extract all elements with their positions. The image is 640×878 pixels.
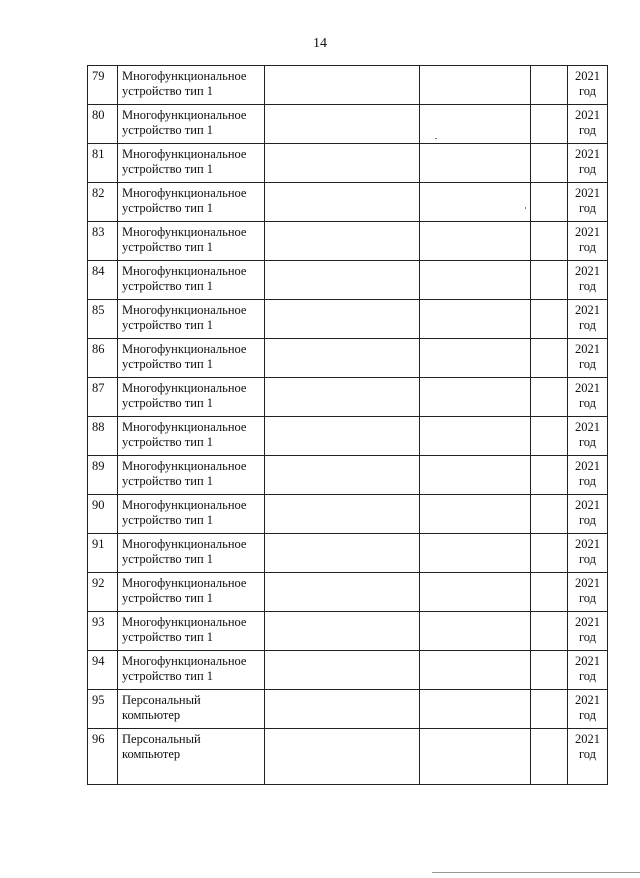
empty-cell (531, 456, 568, 495)
item-name: Многофункциональное устройство тип 1 (118, 378, 265, 417)
item-year: 2021 год (568, 612, 608, 651)
empty-cell (531, 339, 568, 378)
item-name: Персональный компьютер (118, 690, 265, 729)
empty-cell (531, 66, 568, 105)
row-number: 81 (88, 144, 118, 183)
empty-cell (531, 183, 568, 222)
empty-cell (265, 690, 420, 729)
empty-cell (420, 573, 531, 612)
empty-cell (420, 378, 531, 417)
item-year: 2021 год (568, 339, 608, 378)
empty-cell (265, 534, 420, 573)
item-name: Многофункциональное устройство тип 1 (118, 651, 265, 690)
empty-cell (531, 495, 568, 534)
item-name: Многофункциональное устройство тип 1 (118, 144, 265, 183)
equipment-table (87, 65, 608, 785)
table-row (88, 495, 608, 534)
empty-cell (531, 105, 568, 144)
item-name: Многофункциональное устройство тип 1 (118, 456, 265, 495)
empty-cell (531, 300, 568, 339)
empty-cell (265, 612, 420, 651)
item-year: 2021 год (568, 729, 608, 785)
empty-cell (420, 222, 531, 261)
table-row (88, 651, 608, 690)
empty-cell (531, 651, 568, 690)
table-row (88, 144, 608, 183)
item-name: Многофункциональное устройство тип 1 (118, 105, 265, 144)
item-year: 2021 год (568, 417, 608, 456)
table-row (88, 222, 608, 261)
table-row (88, 300, 608, 339)
item-name: Многофункциональное устройство тип 1 (118, 417, 265, 456)
item-year: 2021 год (568, 534, 608, 573)
empty-cell (531, 144, 568, 183)
empty-cell (265, 417, 420, 456)
empty-cell (420, 651, 531, 690)
row-number: 87 (88, 378, 118, 417)
empty-cell (420, 729, 531, 785)
item-year: 2021 год (568, 222, 608, 261)
empty-cell (265, 339, 420, 378)
item-name: Многофункциональное устройство тип 1 (118, 573, 265, 612)
item-name: Многофункциональное устройство тип 1 (118, 612, 265, 651)
row-number: 83 (88, 222, 118, 261)
item-name: Многофункциональное устройство тип 1 (118, 534, 265, 573)
empty-cell (265, 729, 420, 785)
item-year: 2021 год (568, 66, 608, 105)
empty-cell (531, 534, 568, 573)
item-year: 2021 год (568, 261, 608, 300)
item-year: 2021 год (568, 690, 608, 729)
empty-cell (420, 261, 531, 300)
table-row (88, 417, 608, 456)
item-name: Многофункциональное устройство тип 1 (118, 222, 265, 261)
empty-cell (531, 690, 568, 729)
empty-cell (531, 573, 568, 612)
table-row (88, 690, 608, 729)
empty-cell (531, 729, 568, 785)
item-year: 2021 год (568, 651, 608, 690)
page-number: 14 (313, 36, 327, 51)
empty-cell (420, 612, 531, 651)
scan-edge-line (432, 872, 640, 873)
table-row (88, 378, 608, 417)
row-number: 82 (88, 183, 118, 222)
item-year: 2021 год (568, 105, 608, 144)
item-year: 2021 год (568, 495, 608, 534)
row-number: 79 (88, 66, 118, 105)
empty-cell (531, 378, 568, 417)
item-year: 2021 год (568, 378, 608, 417)
empty-cell (420, 417, 531, 456)
item-year: 2021 год (568, 144, 608, 183)
empty-cell (420, 456, 531, 495)
table-row (88, 729, 608, 785)
table-row (88, 456, 608, 495)
item-year: 2021 год (568, 456, 608, 495)
item-name: Многофункциональное устройство тип 1 (118, 300, 265, 339)
row-number: 88 (88, 417, 118, 456)
item-year: 2021 год (568, 300, 608, 339)
table-row (88, 183, 608, 222)
row-number: 89 (88, 456, 118, 495)
equipment-table-body (88, 66, 608, 785)
row-number: 96 (88, 729, 118, 785)
item-name: Многофункциональное устройство тип 1 (118, 183, 265, 222)
item-name: Многофункциональное устройство тип 1 (118, 66, 265, 105)
table-row (88, 339, 608, 378)
empty-cell (420, 690, 531, 729)
empty-cell (531, 417, 568, 456)
empty-cell (420, 495, 531, 534)
row-number: 93 (88, 612, 118, 651)
row-number: 95 (88, 690, 118, 729)
table-row (88, 573, 608, 612)
row-number: 92 (88, 573, 118, 612)
empty-cell (265, 261, 420, 300)
empty-cell (265, 495, 420, 534)
empty-cell (265, 456, 420, 495)
empty-cell (265, 144, 420, 183)
table-row (88, 105, 608, 144)
empty-cell (420, 183, 531, 222)
row-number: 86 (88, 339, 118, 378)
table-row (88, 66, 608, 105)
empty-cell (420, 66, 531, 105)
item-year: 2021 год (568, 573, 608, 612)
empty-cell (531, 261, 568, 300)
empty-cell (420, 339, 531, 378)
empty-cell (265, 105, 420, 144)
empty-cell (531, 612, 568, 651)
row-number: 84 (88, 261, 118, 300)
table-row (88, 261, 608, 300)
row-number: 94 (88, 651, 118, 690)
table-row (88, 612, 608, 651)
scan-speck (525, 207, 526, 209)
empty-cell (420, 300, 531, 339)
empty-cell (420, 144, 531, 183)
item-name: Многофункциональное устройство тип 1 (118, 261, 265, 300)
empty-cell (265, 300, 420, 339)
empty-cell (265, 222, 420, 261)
row-number: 80 (88, 105, 118, 144)
empty-cell (531, 222, 568, 261)
item-name: Многофункциональное устройство тип 1 (118, 495, 265, 534)
item-year: 2021 год (568, 183, 608, 222)
empty-cell (265, 651, 420, 690)
row-number: 85 (88, 300, 118, 339)
row-number: 90 (88, 495, 118, 534)
table-row (88, 534, 608, 573)
item-name: Многофункциональное устройство тип 1 (118, 339, 265, 378)
empty-cell (265, 66, 420, 105)
item-name: Персональный компьютер (118, 729, 265, 785)
empty-cell (420, 534, 531, 573)
row-number: 91 (88, 534, 118, 573)
empty-cell (265, 378, 420, 417)
scan-speck (435, 138, 437, 139)
empty-cell (265, 183, 420, 222)
empty-cell (265, 573, 420, 612)
